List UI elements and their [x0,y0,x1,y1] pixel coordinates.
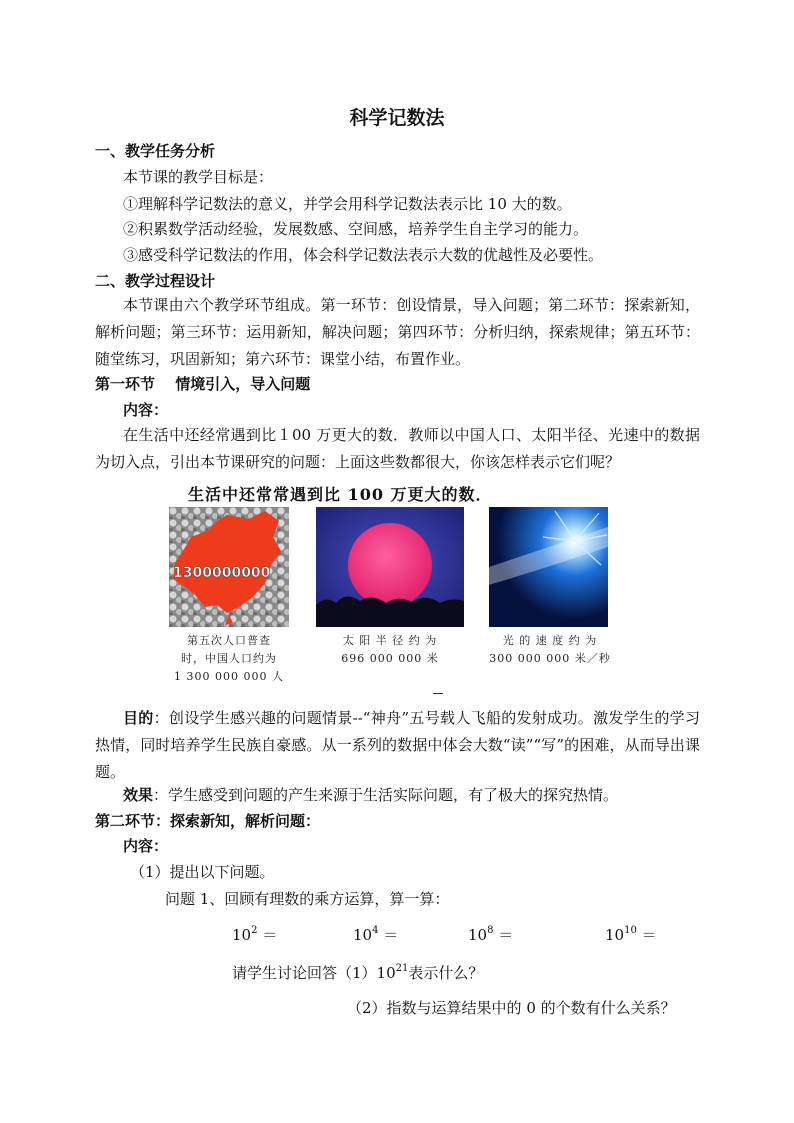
discussion-question-2: （2）指数与运算结果中的 0 的个数有什么关系？ [347,999,676,1017]
sun-photo [316,507,464,627]
question-1: 问题 1、回顾有理数的乘方运算，算一算： [165,890,450,908]
power-10-2: $10^2$ ＝ [232,925,278,944]
divider-mark [433,693,443,694]
discussion-question-1: 请学生讨论回答$(1)10^{21}$表示什么？ [232,963,484,982]
step1-heading: 第一环节 情境引入，导入问题 [95,375,311,393]
step2-heading: 第二环节：探索新知，解析问题： [95,812,321,830]
section2-heading: 二、教学过程设计 [95,272,216,290]
figure-title: 生活中还常常遇到比 100 万更大的数． [188,485,493,504]
goal-3: ③感受科学记数法的作用，体会科学记数法表示大数的优越性及必要性。 [123,246,604,264]
power-10-8: $10^8$ ＝ [468,925,514,944]
page-title: 科学记数法 [349,107,445,129]
step1-content: 在生活中还经常遇到比１00 万更大的数．教师以中国人口、太阳半径、光速中的数据为切入点，引出本节课研究的问题：上面这些数都很大，你该怎样表示它们呢？ [95,426,700,471]
power-10-4: $10^4$ ＝ [353,925,399,944]
step2-item1: （1）提出以下问题。 [130,863,275,881]
effect-paragraph: 效果：学生感受到问题的产生来源于生活实际问题，有了极大的探究热情。 [123,786,619,804]
china-map-photo [169,507,289,627]
caption-population: 第五次人口普查 时，中国人口约为 1 300 000 000 人 [174,634,284,683]
map-number: 1300000000 [173,565,271,581]
caption-sun: 太 阳 半 径 约 为 696 000 000 米 [341,634,439,665]
section1-intro: 本节课的教学目标是： [123,168,274,186]
light-photo [489,507,608,627]
section2-overview: 本节课由六个教学环节组成。第一环节：创设情景，导入问题；第二环节：探索新知，解析问题；第三环节：运用新知，解决问题；第四环节：分析归纳，探索规律；第五环节：随堂练习，巩固新知；第六环节：课堂小结，布置作业。 [95,296,700,368]
power-10-10: $10^{10}$ ＝ [605,925,657,944]
caption-light: 光 的 速 度 约 为 300 000 000 米／秒 [489,634,611,665]
step2-content-label: 内容： [123,837,169,855]
step1-content-label: 内容： [123,401,169,419]
purpose-paragraph: 目的：创设学生感兴趣的问题情景--“神舟”五号载人飞船的发射成功。激发学生的学习热情，同时培养学生民族自豪感。从一系列的数据中体会大数“读”“写”的困难，从而导出课题。 [95,709,700,781]
section1-heading: 一、教学任务分析 [95,142,216,160]
goal-2: ②积累数学活动经验，发展数感、空间感，培养学生自主学习的能力。 [123,220,589,238]
goal-1: ①理解科学记数法的意义，并学会用科学记数法表示比 10 大的数。 [123,195,572,213]
